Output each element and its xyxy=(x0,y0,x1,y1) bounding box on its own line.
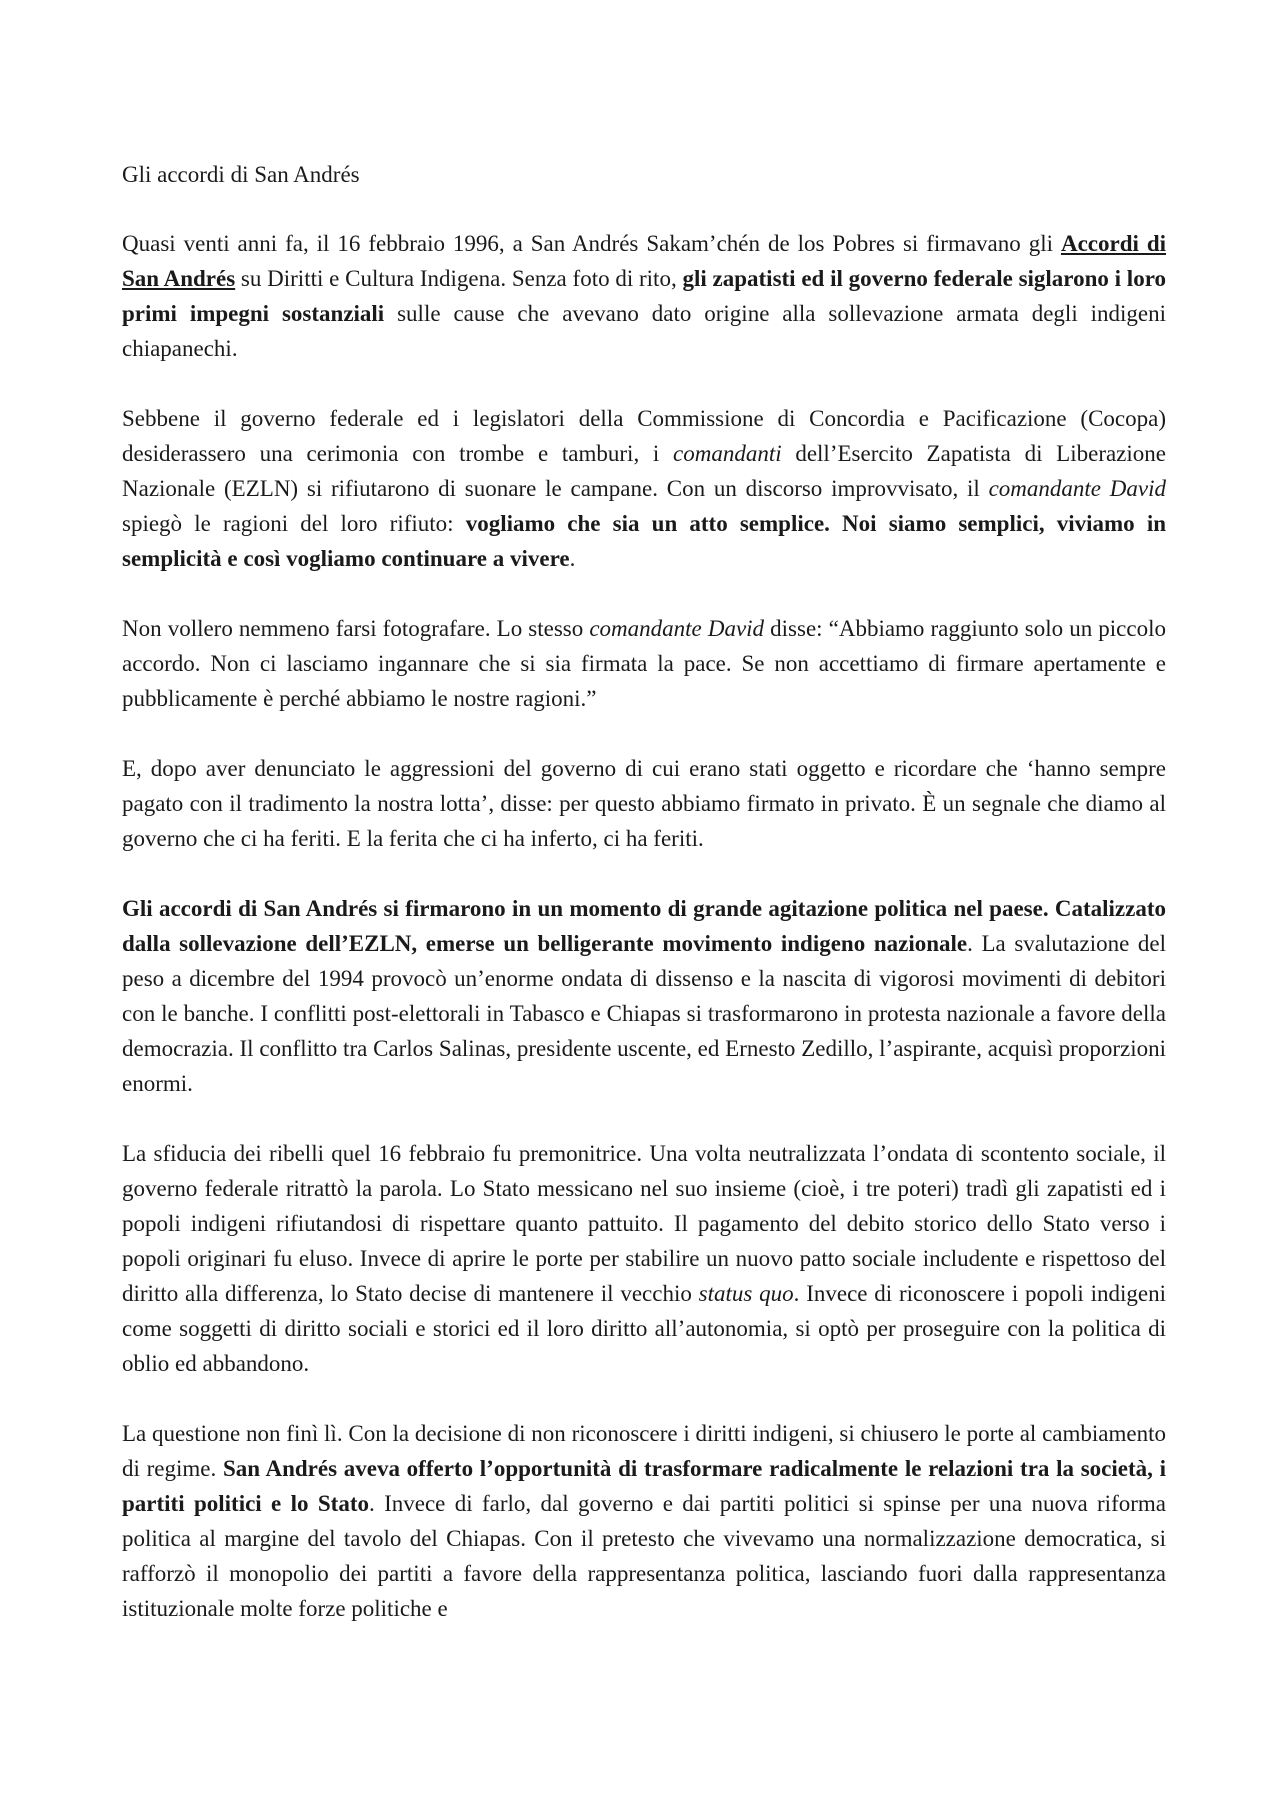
document-title: Gli accordi di San Andrés xyxy=(122,162,360,187)
text-run: Non vollero nemmeno farsi fotografare. Lo stesso xyxy=(122,616,590,641)
text-run: su Diritti e Cultura Indigena. Senza foto di rito, xyxy=(235,266,683,291)
text-run: Sebbene il governo federale ed i legislatori della Commissione di Concordia e Pacificazione (Cocopa) desiderassero una cerimonia con trombe e tamburi, i xyxy=(122,406,1166,466)
document-body xyxy=(122,226,1166,1626)
italic-text: comandante David xyxy=(988,476,1166,501)
text-run: dell’Esercito Zapatista di Liberazione Nazionale (EZLN) si rifiutarono di suonare le campane. Con un discorso improvvisato, il xyxy=(122,441,1166,501)
bold-text: gli zapatisti ed il governo federale siglarono i loro primi impegni sostanziali xyxy=(122,266,1166,326)
text-run: Quasi venti anni fa, il 16 febbraio 1996, a San Andrés Sakam’chén de los Pobres si firmavano gli xyxy=(122,231,1061,256)
text-run: . La svalutazione del peso a dicembre del 1994 provocò un’enorme ondata di dissenso e la nascita di vigorosi movimenti di debitori con le banche. I conflitti post-elettorali in Tabasco e Chiapas si trasformarono in protesta nazionale a favore della democrazia. Il conflitto tra Carlos Salinas, presidente uscente, ed Ernesto Zedillo, l’aspirante, acquisì proporzioni enormi. xyxy=(122,931,1167,1096)
text-run: . xyxy=(569,546,576,571)
text-run: . Invece di riconoscere i popoli indigeni come soggetti di diritto sociali e storici ed il loro diritto all’autonomia, si optò per proseguire con la politica di oblio ed abbandono. xyxy=(122,1281,1166,1376)
text-run: disse: “Abbiamo raggiunto solo un piccolo accordo. Non ci lasciamo ingannare che si sia firmata la pace. Se non accettiamo di firmare apertamente e pubblicamente è perché abbiamo le nostre ragioni.” xyxy=(122,616,1166,711)
text-run: E, dopo aver denunciato le aggressioni del governo di cui erano stati oggetto e ricordare che ‘hanno sempre pagato con il tradimento la nostra lotta’, disse: per questo abbiamo firmato in privato. È un segnale che diamo al governo che ci ha feriti. E la ferita che ci ha inferto, ci ha feriti. xyxy=(122,756,1166,851)
paragraph-4 xyxy=(122,751,1166,856)
bold-text: vogliamo che sia un atto semplice. Noi siamo semplici, viviamo in semplicità e così vogliamo continuare a vivere xyxy=(122,511,1167,571)
paragraph-5 xyxy=(122,891,1166,1101)
document-page xyxy=(122,157,1166,1626)
paragraph-7 xyxy=(122,1416,1166,1626)
paragraph-3 xyxy=(122,611,1166,716)
text-run: spiegò le ragioni del loro rifiuto: xyxy=(122,511,466,536)
text-run: sulle cause che avevano dato origine alla sollevazione armata degli indigeni chiapanechi. xyxy=(122,301,1166,361)
bold-underlined-text: Accordi di San Andrés xyxy=(122,231,1167,291)
text-run: La questione non finì lì. Con la decisione di non riconoscere i diritti indigeni, si chiusero le porte al cambiamento di regime. xyxy=(122,1421,1166,1481)
italic-text: comandanti xyxy=(673,441,782,466)
italic-text: comandante David xyxy=(589,616,765,641)
paragraph-1 xyxy=(122,226,1166,366)
bold-text: San Andrés aveva offerto l’opportunità di trasformare radicalmente le relazioni tra la società, i partiti politici e lo Stato xyxy=(122,1456,1166,1516)
text-run: La sfiducia dei ribelli quel 16 febbraio fu premonitrice. Una volta neutralizzata l’ondata di scontento sociale, il governo federale ritrattò la parola. Lo Stato messicano nel suo insieme (cioè, i tre poteri) tradì gli zapatisti ed i popoli indigeni rifiutandosi di rispettare quanto pattuito. Il pagamento del debito storico dello Stato verso i popoli originari fu eluso. Invece di aprire le porte per stabilire un nuovo patto sociale includente e rispettoso del diritto alla differenza, lo Stato decise di mantenere il vecchio xyxy=(122,1141,1166,1306)
bold-text: Gli accordi di San Andrés si firmarono in un momento di grande agitazione politica nel paese. Catalizzato dalla sollevazione dell’EZLN, emerse un belligerante movimento indigeno nazionale xyxy=(122,896,1166,956)
paragraph-2 xyxy=(122,401,1166,576)
text-run: . Invece di farlo, dal governo e dai partiti politici si spinse per una nuova riforma politica al margine del tavolo del Chiapas. Con il pretesto che vivevamo una normalizzazione democratica, si rafforzò il monopolio dei partiti a favore della rappresentanza politica, lasciando fuori dalla rappresentanza istituzionale molte forze politiche e xyxy=(122,1491,1166,1621)
italic-text: status quo xyxy=(698,1281,794,1306)
paragraph-6 xyxy=(122,1136,1166,1381)
